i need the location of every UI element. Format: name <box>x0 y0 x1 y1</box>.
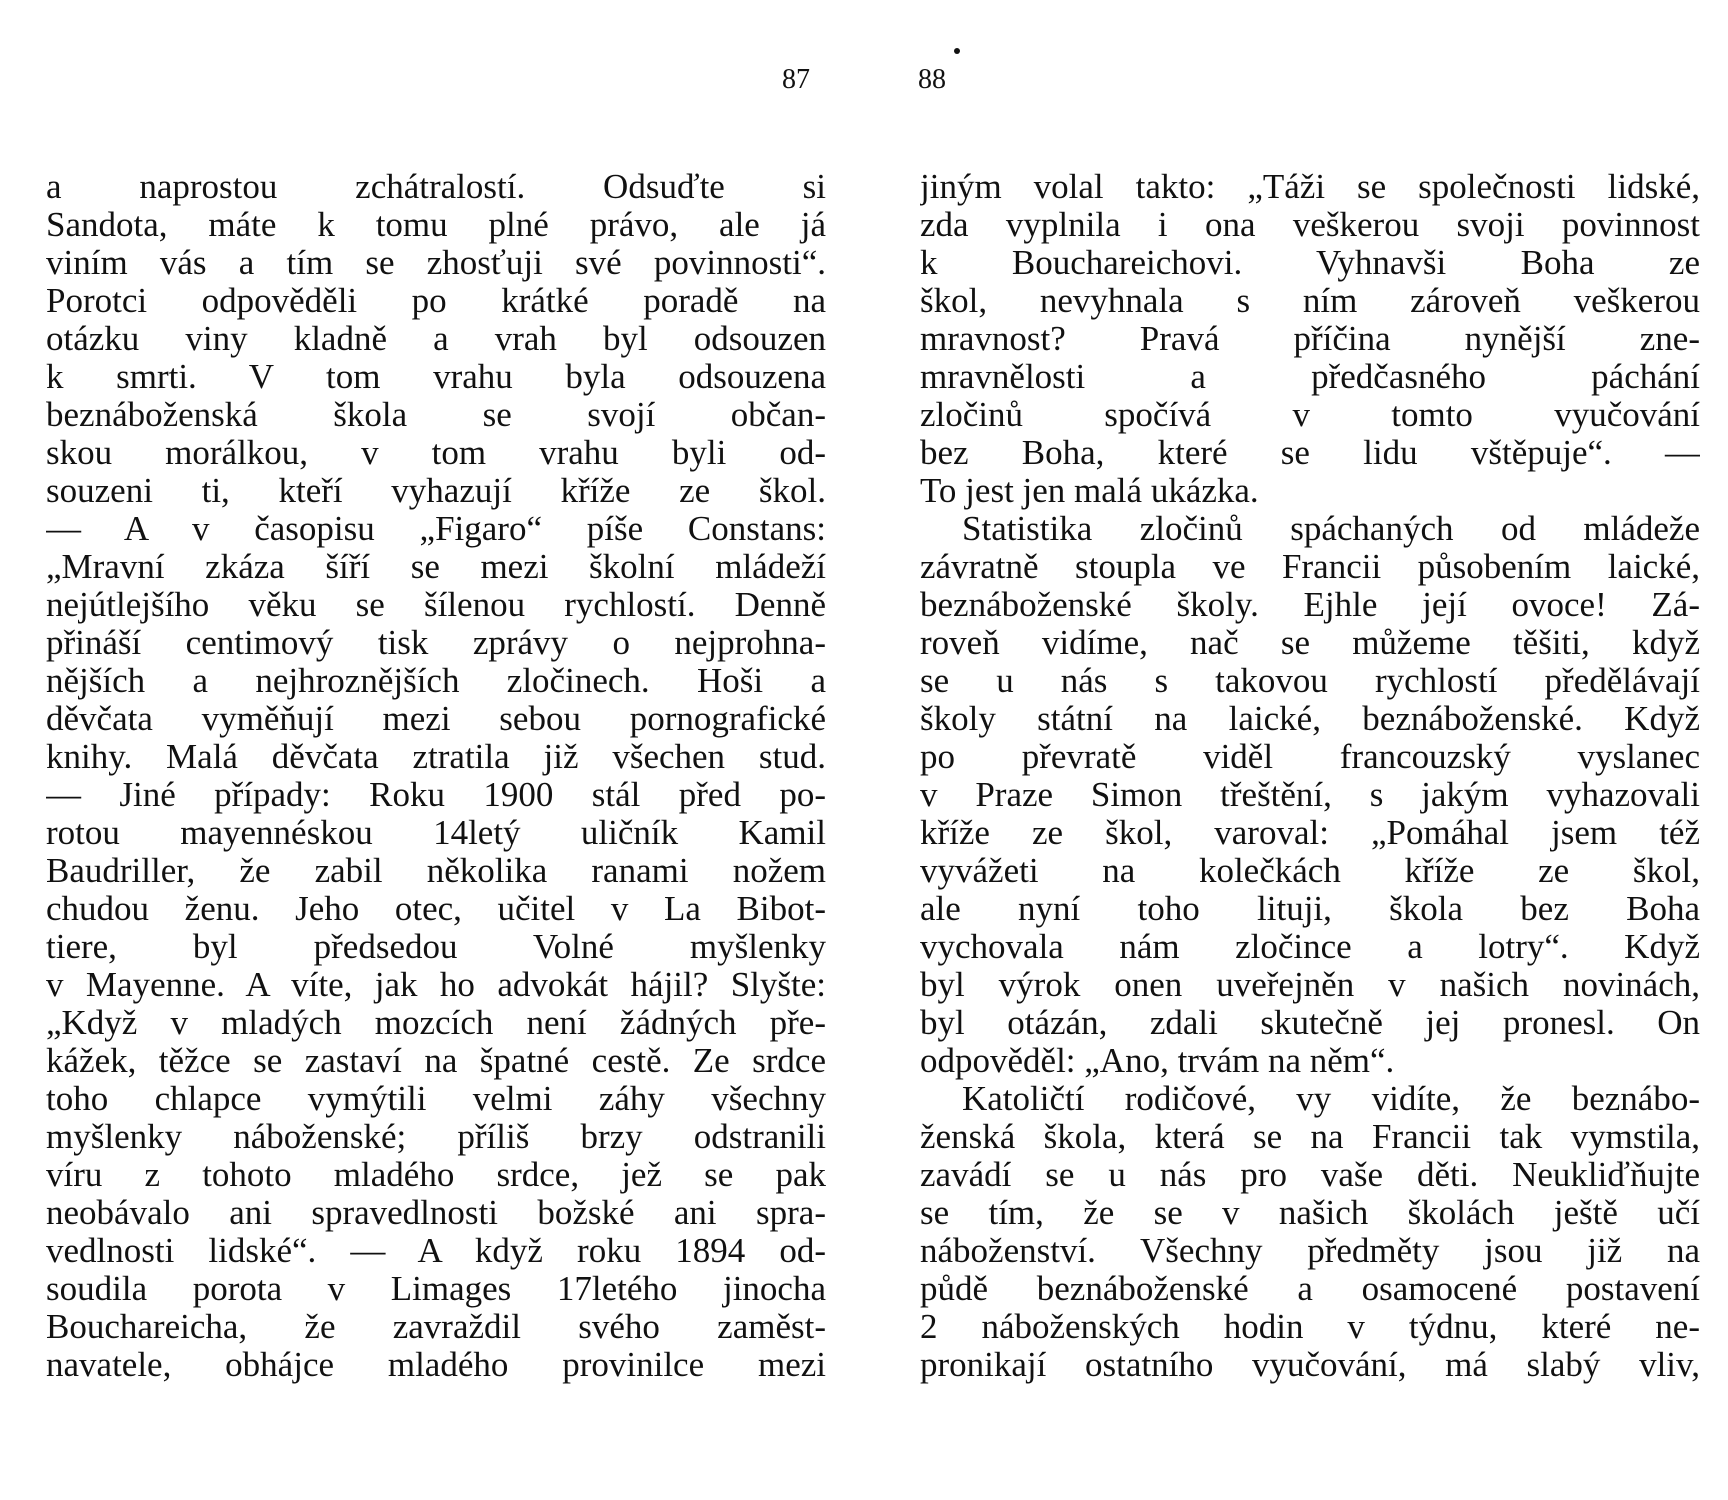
text-line: navatele, obhájce mladého provinilce mezi <box>46 1346 826 1384</box>
text-line: — A v časopisu „Figaro“ píše Constans: <box>46 510 826 548</box>
text-line: bez Boha, které se lidu vštěpuje“. — <box>920 434 1700 472</box>
text-line: kážek, těžce se zastaví na špatné cestě. Ze srdce <box>46 1042 826 1080</box>
text-line: ale nyní toho lituji, škola bez Boha <box>920 890 1700 928</box>
text-line: nejútlejšího věku se šílenou rychlostí. Denně <box>46 586 826 624</box>
text-line: se tím, že se v našich školách ještě učí <box>920 1194 1700 1232</box>
text-line: knihy. Malá děvčata ztratila již všechen stud. <box>46 738 826 776</box>
paragraph-end-line: odpověděl: „Ano, trvám na něm“. <box>920 1042 1395 1080</box>
text-line: „Mravní zkáza šíří se mezi školní mládeží <box>46 548 826 586</box>
text-line: mravnělosti a předčasného páchání <box>920 358 1700 396</box>
text-line: skou morálkou, v tom vrahu byli od- <box>46 434 826 472</box>
text-line: byl výrok onen uveřejněn v našich novinách, <box>920 966 1700 1004</box>
text-line: nějších a nejhroznějších zločinech. Hoši a <box>46 662 826 700</box>
text-line: Porotci odpověděli po krátké poradě na <box>46 282 826 320</box>
text-line: soudila porota v Limages 17letého jinocha <box>46 1270 826 1308</box>
text-line: pronikají ostatního vyučování, má slabý vliv, <box>920 1346 1700 1384</box>
right-page <box>864 0 1728 1500</box>
text-line: zavádí se u nás pro vaše děti. Neukliďňujte <box>920 1156 1700 1194</box>
text-column <box>920 168 1700 1384</box>
text-line: kříže ze škol, varoval: „Pomáhal jsem též <box>920 814 1700 852</box>
text-line: — Jiné případy: Roku 1900 stál před po- <box>46 776 826 814</box>
text-line: po převratě viděl francouzský vyslanec <box>920 738 1700 776</box>
text-line: zločinů spočívá v tomto vyučování <box>920 396 1700 434</box>
paragraph-start-line: Statistika zločinů spáchaných od mládeže <box>962 510 1700 548</box>
text-line: Bouchareicha, že zavraždil svého zaměst- <box>46 1308 826 1346</box>
text-line: 2 náboženských hodin v týdnu, které ne- <box>920 1308 1700 1346</box>
text-line: se u nás s takovou rychlostí předělávají <box>920 662 1700 700</box>
text-line: byl otázán, zdali skutečně jej pronesl. On <box>920 1004 1700 1042</box>
text-line: k smrti. V tom vrahu byla odsouzena <box>46 358 826 396</box>
text-line: myšlenky náboženské; příliš brzy odstranili <box>46 1118 826 1156</box>
text-line: Baudriller, že zabil několika ranami nožem <box>46 852 826 890</box>
text-line: v Praze Simon třeštění, s jakým vyhazovali <box>920 776 1700 814</box>
text-line: v Mayenne. A víte, jak ho advokát hájil? Slyšte: <box>46 966 826 1004</box>
text-line: přináší centimový tisk zprávy o nejprohna- <box>46 624 826 662</box>
ink-speck <box>954 48 960 54</box>
text-line: otázku viny kladně a vrah byl odsouzen <box>46 320 826 358</box>
text-line: Sandota, máte k tomu plné právo, ale já <box>46 206 826 244</box>
text-line: neobávalo ani spravedlnosti božské ani spra- <box>46 1194 826 1232</box>
text-line: vyvážeti na kolečkách kříže ze škol, <box>920 852 1700 890</box>
text-line: mravnost? Pravá příčina nynější zne- <box>920 320 1700 358</box>
text-line: rotou mayennéskou 14letý uličník Kamil <box>46 814 826 852</box>
text-line: beznáboženská škola se svojí občan- <box>46 396 826 434</box>
page-number: 87 <box>782 64 810 95</box>
text-line: škol, nevyhnala s ním zároveň veškerou <box>920 282 1700 320</box>
text-line: náboženství. Všechny předměty jsou již na <box>920 1232 1700 1270</box>
text-line: „Když v mladých mozcích není žádných pře- <box>46 1004 826 1042</box>
text-line: půdě beznáboženské a osamocené postavení <box>920 1270 1700 1308</box>
text-line: víru z tohoto mladého srdce, jež se pak <box>46 1156 826 1194</box>
text-line: roveň vidíme, nač se můžeme těšiti, když <box>920 624 1700 662</box>
text-line: ženská škola, která se na Francii tak vymstila, <box>920 1118 1700 1156</box>
paragraph-end-line: To jest jen malá ukázka. <box>920 472 1259 510</box>
text-line: zda vyplnila i ona veškerou svoji povinnost <box>920 206 1700 244</box>
text-line: toho chlapce vymýtili velmi záhy všechny <box>46 1080 826 1118</box>
text-line: viním vás a tím se zhosťuji své povinnosti“. <box>46 244 826 282</box>
text-column <box>46 168 826 1384</box>
page-number: 88 <box>918 64 946 95</box>
text-line: k Bouchareichovi. Vyhnavši Boha ze <box>920 244 1700 282</box>
paragraph-start-line: Katoličtí rodičové, vy vidíte, že beznábo- <box>962 1080 1700 1118</box>
text-line: a naprostou zchátralostí. Odsuďte si <box>46 168 826 206</box>
text-line: děvčata vyměňují mezi sebou pornografické <box>46 700 826 738</box>
text-line: školy státní na laické, beznáboženské. Když <box>920 700 1700 738</box>
text-line: souzeni ti, kteří vyhazují kříže ze škol. <box>46 472 826 510</box>
text-line: chudou ženu. Jeho otec, učitel v La Bibot- <box>46 890 826 928</box>
text-line: beznáboženské školy. Ejhle její ovoce! Zá- <box>920 586 1700 624</box>
text-line: tiere, byl předsedou Volné myšlenky <box>46 928 826 966</box>
text-line: vychovala nám zločince a lotry“. Když <box>920 928 1700 966</box>
text-line: jiným volal takto: „Táži se společnosti lidské, <box>920 168 1700 206</box>
text-line: vedlnosti lidské“. — A když roku 1894 od- <box>46 1232 826 1270</box>
text-line: závratně stoupla ve Francii působením laické, <box>920 548 1700 586</box>
